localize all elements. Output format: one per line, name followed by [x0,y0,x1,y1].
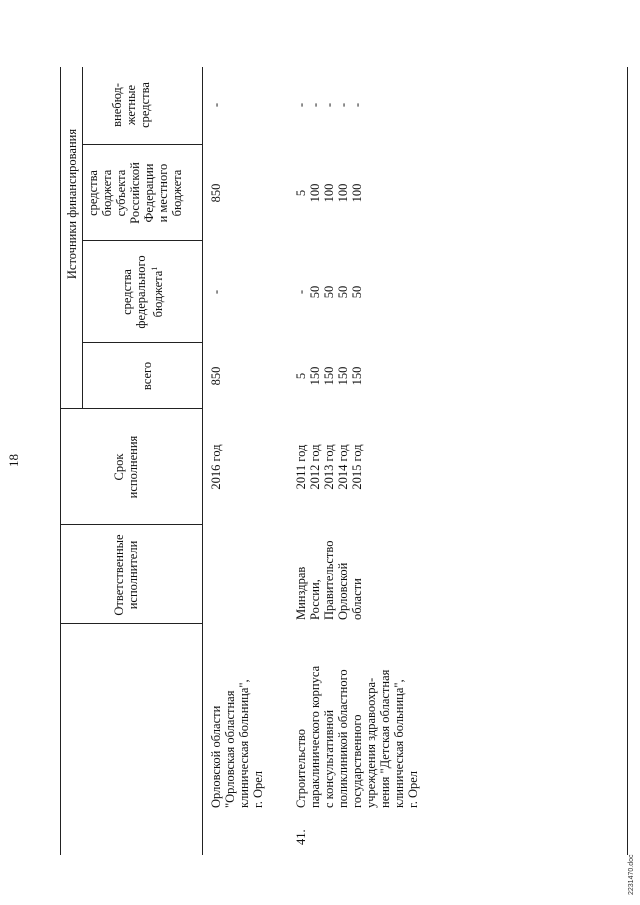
prev-name-line-3: клиническая больница", [237,679,251,808]
row41-regional-3: 100 [322,183,336,203]
row41-regional-5: 100 [350,183,364,203]
row41-federal-2: 50 [308,285,322,299]
row41-name-2: параклинического корпуса [308,665,322,808]
row41-executor-2: России, [308,579,322,620]
header-regional-6: и местного [156,163,170,223]
row41-federal-1: - [294,289,308,295]
col-sep-4 [82,342,202,343]
header-regional-7: бюджета [170,169,184,217]
header-regional-1: средства [86,170,100,216]
col-sep-2 [60,524,202,525]
row41-executor-3: Правительство [322,540,336,620]
table-top-border [60,67,61,855]
doc-id: 2231470.doc [628,854,635,895]
prev-name-line-4: г. Орел [251,770,265,808]
row41-name-1: Строительство [294,728,308,808]
row41-regional-1: 5 [294,189,308,197]
row41-offbudget-5: - [350,102,364,108]
prev-name-line-2: "Орловская областная [223,690,237,808]
header-federal-line3 [148,243,165,341]
row41-executor-5: области [350,578,364,620]
header-federal-text: бюджета [151,270,166,318]
header-financing: Источники финансирования [65,128,79,280]
row41-name-6: учреждения здравоохра- [364,677,378,808]
prev-federal: - [209,289,223,295]
header-total: всего [140,361,154,391]
col-sep-3 [60,408,202,409]
row41-offbudget-3: - [322,102,336,108]
row41-federal-3: 50 [322,285,336,299]
prev-offbudget: - [209,102,223,108]
header-federal-footnote: 1 [150,266,159,271]
prev-name-line-1: Орловской области [209,705,223,808]
row41-name-3: с консультативной [322,709,336,808]
header-regional-3: субъекта [114,169,128,217]
table-bottom-border [627,67,628,855]
header-offbudget-2: жетные [124,84,138,126]
header-offbudget-3: средства [138,82,152,128]
financing-sub-border [82,67,83,409]
row41-total-4: 150 [336,366,350,386]
row41-number: 41. [294,829,308,845]
row41-name-4: поликлиникой областного [336,669,350,808]
row41-regional-2: 100 [308,183,322,203]
row41-total-3: 150 [322,366,336,386]
header-executors: Ответственные исполнители [112,534,140,616]
header-deadline-line1: Срок [112,453,126,481]
row41-name-7: нения "Детская областная [378,669,392,808]
row41-executor-1: Минздрав [294,566,308,620]
row41-year-4: 2014 год [336,444,350,490]
prev-deadline: 2016 год [209,444,223,490]
row41-offbudget-2: - [308,102,322,108]
row41-offbudget-4: - [336,102,350,108]
row41-total-1: 5 [294,372,308,380]
col-sep-6 [82,144,202,145]
page-number: 18 [6,454,21,467]
row41-name-8: клиническая больница", [392,679,406,808]
row41-total-5: 150 [350,366,364,386]
header-regional-2: бюджета [100,169,114,217]
header-offbudget-1: внебюд- [110,83,124,127]
row41-regional-4: 100 [336,183,350,203]
header-federal-line2: федерального [134,255,148,329]
header-regional-5: Федерации [142,163,156,223]
prev-total: 850 [209,366,223,386]
row41-federal-4: 50 [336,285,350,299]
row41-year-2: 2012 год [308,444,322,490]
prev-regional: 850 [209,183,223,203]
header-bottom-border [202,67,203,855]
row41-offbudget-1: - [294,102,308,108]
row41-executor-4: Орловской [336,562,350,620]
col-sep-1 [60,623,202,624]
row41-year-5: 2015 год [350,444,364,490]
header-regional-4: Российской [128,162,142,224]
col-sep-5 [82,240,202,241]
header-federal-line1: средства [120,269,134,315]
header-deadline-line2: исполнения [126,435,140,499]
row41-name-5: государственного [350,714,364,808]
row41-total-2: 150 [308,366,322,386]
row41-federal-5: 50 [350,285,364,299]
row41-year-1: 2011 год [294,444,308,490]
row41-year-3: 2013 год [322,444,336,490]
row41-name-9: г. Орел [406,770,420,808]
